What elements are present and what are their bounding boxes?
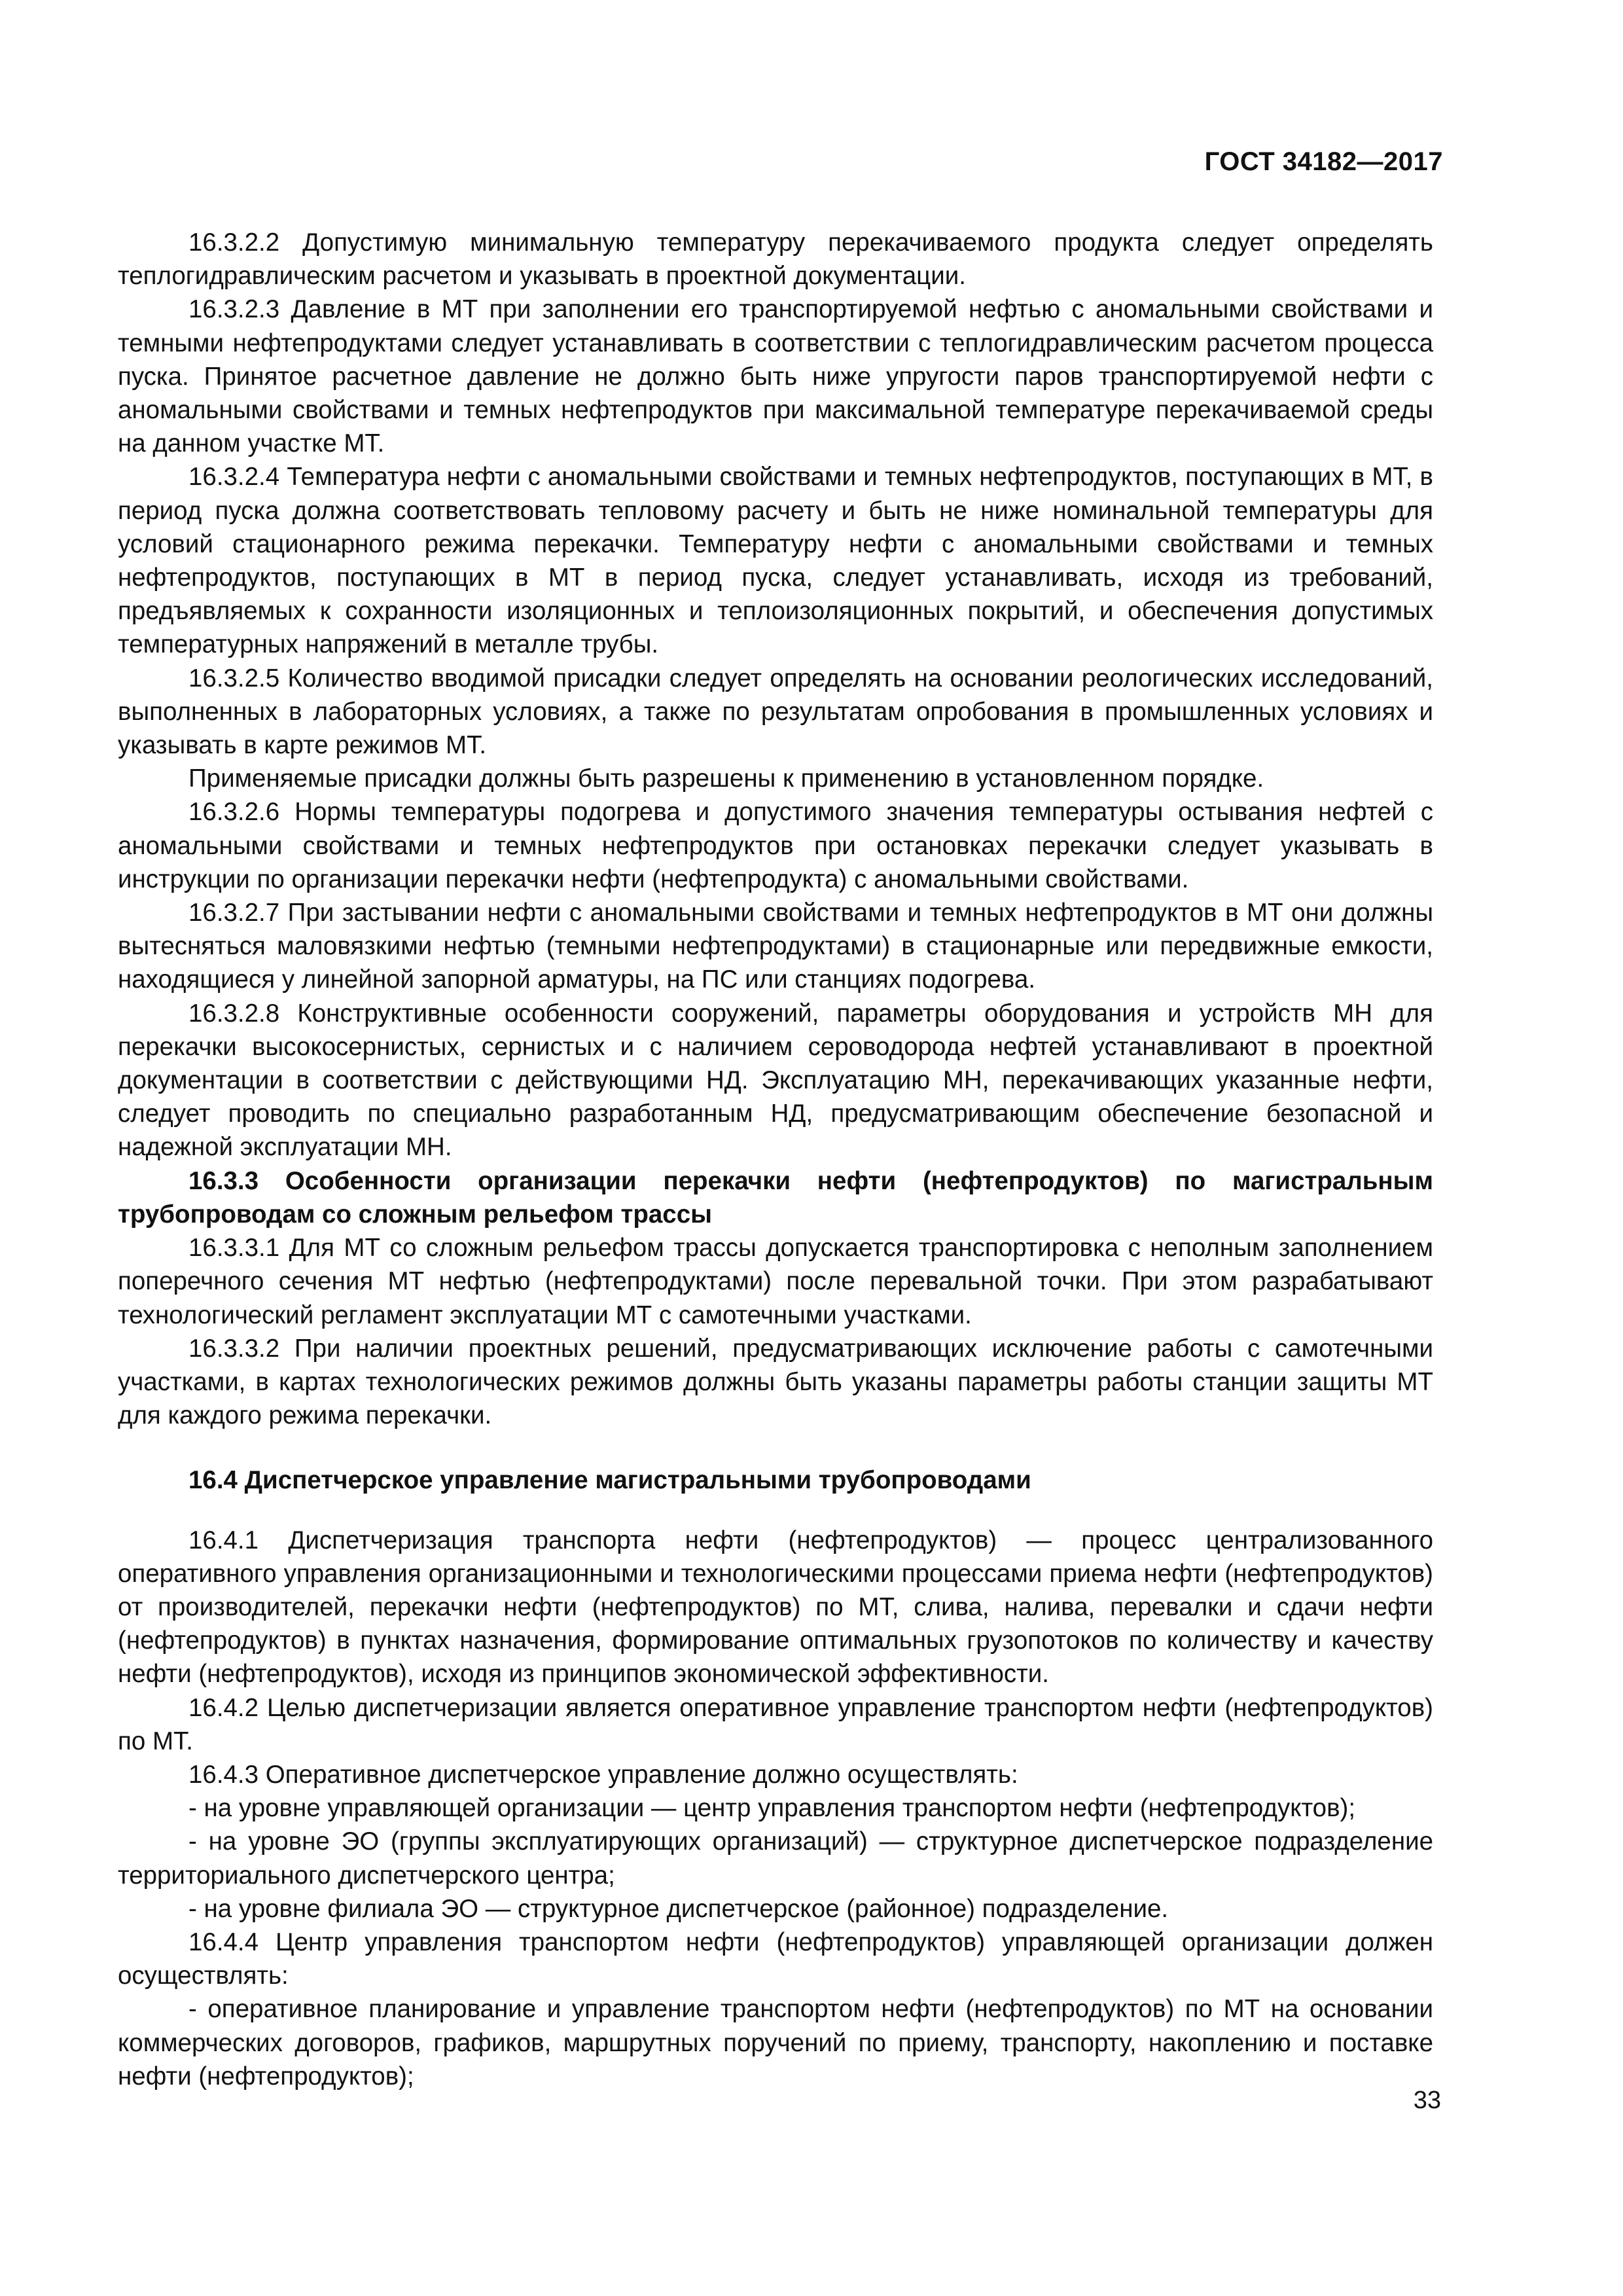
paragraph-16-3-2-2: 16.3.2.2 Допустимую минимальную температуру перекачиваемого продукта следует определять теплогидравлическим расчетом и указывать в проектной документации. (118, 228, 1433, 291)
list-item-operational-planning: - оперативное планирование и управление транспортом нефти (нефтепродуктов) по МТ на основании коммерческих договоров, графиков, маршрутных поручений по приему, транспорту, накоплению и поставке нефти (нефтепродуктов); (118, 1995, 1433, 2090)
paragraph-16-4-4: 16.4.4 Центр управления транспортом нефти (нефтепродуктов) управляющей организации должен осуществлять: (118, 1928, 1433, 1990)
list-item-eo-level: - на уровне ЭО (группы эксплуатирующих организаций) — структурное диспетчерское подразделение территориального диспетчерского центра; (118, 1827, 1433, 1890)
paragraph-16-4-1: 16.4.1 Диспетчеризация транспорта нефти (нефтепродуктов) — процесс централизованного оперативного управления организационными и технологическими процессами приема нефти (нефтепродуктов) от производителей, перекачки нефти (нефтепродуктов) по МТ, слива, налива, перевалки и сдачи нефти (нефтепродуктов) в пунктах назначения, формирование оптимальных грузопотоков по количеству и качеству нефти (нефтепродуктов), исходя из принципов экономической эффективности. (118, 1526, 1433, 1689)
document-number: ГОСТ 34182—2017 (1204, 147, 1443, 176)
section-heading-16-4: 16.4 Диспетчерское управление магистральными трубопроводами (188, 1466, 1031, 1495)
list-item-eo-branch: - на уровне филиала ЭО — структурное диспетчерское (районное) подразделение. (188, 1894, 1169, 1923)
paragraph-16-3-2-7: 16.3.2.7 При застывании нефти с аномальными свойствами и темных нефтепродуктов в МТ они должны вытесняться маловязкими нефтью (темными нефтепродуктами) в стационарные или передвижные емкости, находящиеся у линейной запорной арматуры, на ПС или станциях подогрева. (118, 899, 1433, 994)
paragraph-16-3-2-4: 16.3.2.4 Температура нефти с аномальными свойствами и темных нефтепродуктов, поступающих в МТ, в период пуска должна соответствовать тепловому расчету и быть не ниже номинальной температуры для условий стационарного режима перекачки. Температуру нефти с аномальными свойствами и темных нефтепродуктов, поступающих в МТ в период пуска, следует устанавливать, исходя из требований, предъявляемых к сохранности изоляционных и теплоизоляционных покрытий, и обеспечения допустимых температурных напряжений в металле трубы. (118, 463, 1433, 659)
paragraph-16-3-2-3: 16.3.2.3 Давление в МТ при заполнении его транспортируемой нефтью с аномальными свойствами и темными нефтепродуктами следует устанавливать в соответствии с теплогидравлическим расчетом процесса пуска. Принятое расчетное давление не должно быть ниже упругости паров транспортируемой нефти с аномальными свойствами и темных нефтепродуктов при максимальной температуре перекачиваемой среды на данном участке МТ. (118, 295, 1433, 458)
paragraph-16-3-3-2: 16.3.3.2 При наличии проектных решений, предусматривающих исключение работы с самотечными участками, в картах технологических режимов должны быть указаны параметры работы станции защиты МТ для каждого режима перекачки. (118, 1334, 1433, 1430)
page-body (118, 226, 1433, 2093)
paragraph-additives: Применяемые присадки должны быть разрешены к применению в установленном порядке. (188, 764, 1264, 793)
paragraph-16-3-2-6: 16.3.2.6 Нормы температуры подогрева и допустимого значения температуры остывания нефтей с аномальными свойствами и темных нефтепродуктов при остановках перекачки следует указывать в инструкции по организации перекачки нефти (нефтепродукта) с аномальными свойствами. (118, 798, 1433, 893)
paragraph-16-4-2: 16.4.2 Целью диспетчеризации является оперативное управление транспортом нефти (нефтепродуктов) по МТ. (118, 1693, 1433, 1755)
paragraph-16-4-3: 16.4.3 Оперативное диспетчерское управление должно осуществлять: (188, 1760, 1018, 1789)
paragraph-16-3-2-8: 16.3.2.8 Конструктивные особенности сооружений, параметры оборудования и устройств МН для перекачки высокосернистых, сернистых и с наличием сероводорода нефтей устанавливают в проектной документации в соответствии с действующими НД. Эксплуатацию МН, перекачивающих указанные нефти, следует проводить по специально разработанным НД, предусматривающим обеспечение безопасной и надежной эксплуатации МН. (118, 999, 1433, 1162)
section-heading-16-3-3: 16.3.3 Особенности организации перекачки нефти (нефтепродуктов) по магистральным трубопроводам со сложным рельефом трассы (118, 1166, 1433, 1229)
page-number: 33 (1413, 2087, 1441, 2114)
paragraph-16-3-3-1: 16.3.3.1 Для МТ со сложным рельефом трассы допускается транспортировка с неполным заполнением поперечного сечения МТ нефтью (нефтепродуктами) после перевальной точки. При этом разрабатывают технологический регламент эксплуатации МТ с самотечными участками. (118, 1234, 1433, 1329)
paragraph-16-3-2-5: 16.3.2.5 Количество вводимой присадки следует определять на основании реологических исследований, выполненных в лабораторных условиях, а также по результатам опробования в промышленных условиях и указывать в карте режимов МТ. (118, 664, 1433, 760)
list-item-management-org: - на уровне управляющей организации — центр управления транспортом нефти (нефтепродуктов); (188, 1794, 1356, 1823)
